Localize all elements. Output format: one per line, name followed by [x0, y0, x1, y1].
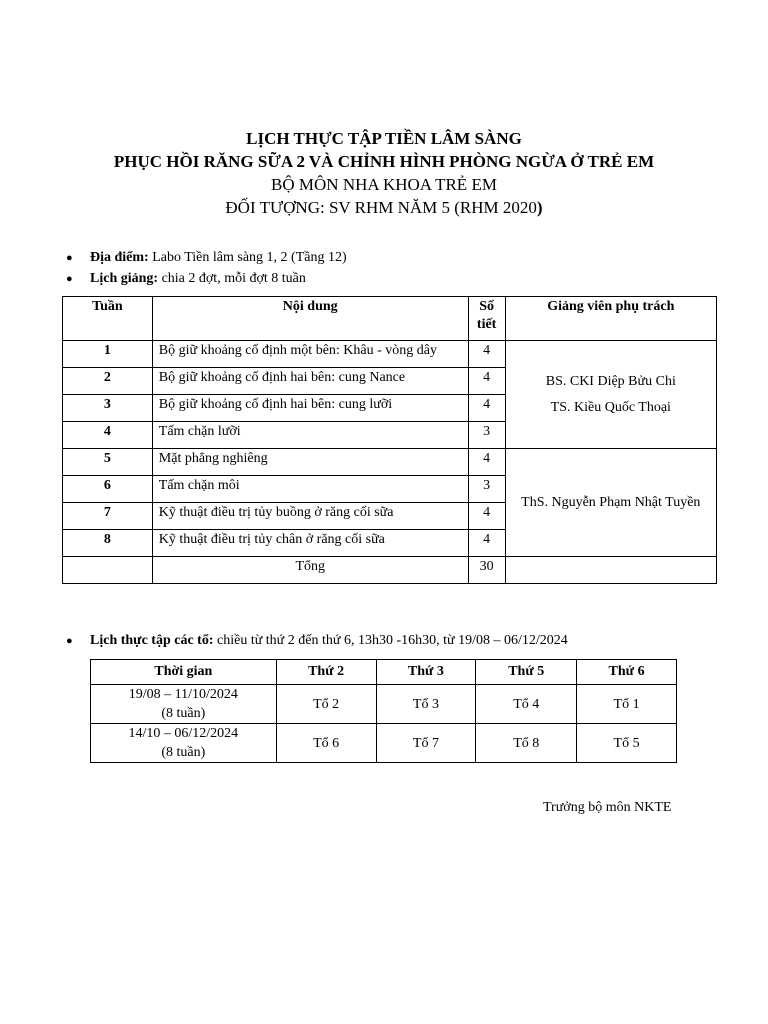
periods-cell: 4: [468, 449, 505, 476]
content-cell: Bộ giữ khoảng cố định hai bên: cung Nance: [152, 368, 468, 395]
content-cell: Mặt phẳng nghiêng: [152, 449, 468, 476]
content-cell: Bộ giữ khoảng cố định một bên: Khâu - vòng dây: [152, 341, 468, 368]
week-cell: 4: [63, 422, 153, 449]
header-day: Thứ 5: [476, 660, 577, 685]
header-periods: Số tiết: [468, 297, 505, 341]
week-cell: 7: [63, 503, 153, 530]
week-cell: 3: [63, 395, 153, 422]
lecturer-cell-group-2: ThS. Nguyễn Phạm Nhật Tuyền: [505, 449, 716, 557]
week-cell: 5: [63, 449, 153, 476]
period-cell: [91, 685, 277, 724]
period-dates: 14/10 – 06/12/2024: [128, 726, 239, 741]
title-line-1: LỊCH THỰC TẬP TIỀN LÂM SÀNG: [246, 129, 522, 148]
period-cell: [91, 724, 277, 763]
total-value: 30: [468, 557, 505, 584]
lecturer-name: TS. Kiều Quốc Thoại: [550, 399, 671, 415]
lecture-schedule-table: [62, 296, 717, 584]
group-cell: Tổ 2: [276, 685, 376, 724]
header-week: Tuần: [63, 297, 153, 341]
lecturer-cell-group-1: [505, 341, 716, 449]
group-cell: Tổ 6: [276, 724, 376, 763]
header-day: Thứ 6: [577, 660, 677, 685]
bullet-icon: ●: [66, 273, 73, 285]
lecturer-name: BS. CKI Diệp Bửu Chi: [545, 373, 676, 389]
header-content: Nội dung: [152, 297, 468, 341]
location-label: Địa điểm:: [90, 250, 149, 265]
practice-label: Lịch thực tập các tổ:: [90, 633, 214, 648]
location-value: Labo Tiền lâm sàng 1, 2 (Tầng 12): [148, 250, 347, 265]
total-row: [63, 557, 717, 584]
title-line-4: [0, 196, 768, 219]
header-day: Thứ 2: [276, 660, 376, 685]
header-day: Thứ 3: [376, 660, 476, 685]
group-cell: Tổ 4: [476, 685, 577, 724]
content-cell: Bộ giữ khoảng cố định hai bên: cung lưỡi: [152, 395, 468, 422]
schedule-label: Lịch giảng:: [90, 271, 159, 286]
periods-cell: 4: [468, 341, 505, 368]
schedule-value: chia 2 đợt, mỗi đợt 8 tuần: [158, 271, 306, 286]
table-row: [91, 724, 677, 763]
empty-cell: [505, 557, 716, 584]
document-title: [0, 127, 768, 219]
title-line-2: PHỤC HỒI RĂNG SỮA 2 VÀ CHỈNH HÌNH PHÒNG NGỪA Ở TRẺ EM: [113, 152, 655, 171]
signature-line: Trưởng bộ môn NKTE: [543, 800, 672, 815]
content-cell: Kỹ thuật điều trị tủy buồng ở răng cối sữa: [152, 503, 468, 530]
periods-cell: 4: [468, 395, 505, 422]
table-header-row: [91, 660, 677, 685]
group-cell: Tổ 5: [577, 724, 677, 763]
table-row: [63, 449, 717, 476]
content-cell: Tấm chặn môi: [152, 476, 468, 503]
week-cell: 2: [63, 368, 153, 395]
week-cell: 8: [63, 530, 153, 557]
week-cell: 6: [63, 476, 153, 503]
week-cell: 1: [63, 341, 153, 368]
period-dates: 19/08 – 11/10/2024: [128, 687, 238, 702]
header-time: Thời gian: [91, 660, 277, 685]
table-header-row: [63, 297, 717, 341]
content-cell: Tấm chặn lưỡi: [152, 422, 468, 449]
title-line-4-end: ): [536, 198, 543, 217]
total-label: Tổng: [152, 557, 468, 584]
periods-cell: 3: [468, 422, 505, 449]
period-weeks: (8 tuần): [161, 706, 206, 721]
table-row: [91, 685, 677, 724]
group-cell: Tổ 3: [376, 685, 476, 724]
periods-cell: 4: [468, 503, 505, 530]
group-cell: Tổ 7: [376, 724, 476, 763]
group-cell: Tổ 8: [476, 724, 577, 763]
table-row: [63, 341, 717, 368]
period-weeks: (8 tuần): [161, 745, 206, 760]
periods-cell: 3: [468, 476, 505, 503]
header-lecturer: Giảng viên phụ trách: [505, 297, 716, 341]
content-cell: Kỹ thuật điều trị tủy chân ở răng cối sữa: [152, 530, 468, 557]
periods-cell: 4: [468, 368, 505, 395]
periods-cell: 4: [468, 530, 505, 557]
bullet-icon: ●: [66, 252, 73, 264]
title-line-4-main: ĐỐI TƯỢNG: SV RHM NĂM 5 (RHM 2020: [225, 198, 537, 217]
practice-value: chiều từ thứ 2 đến thứ 6, 13h30 -16h30, từ 19/08 – 06/12/2024: [213, 633, 568, 648]
bullet-icon: ●: [66, 635, 73, 647]
empty-cell: [63, 557, 153, 584]
title-line-3: BỘ MÔN NHA KHOA TRẺ EM: [271, 175, 497, 194]
practice-schedule-table: [90, 659, 677, 763]
group-cell: Tổ 1: [577, 685, 677, 724]
